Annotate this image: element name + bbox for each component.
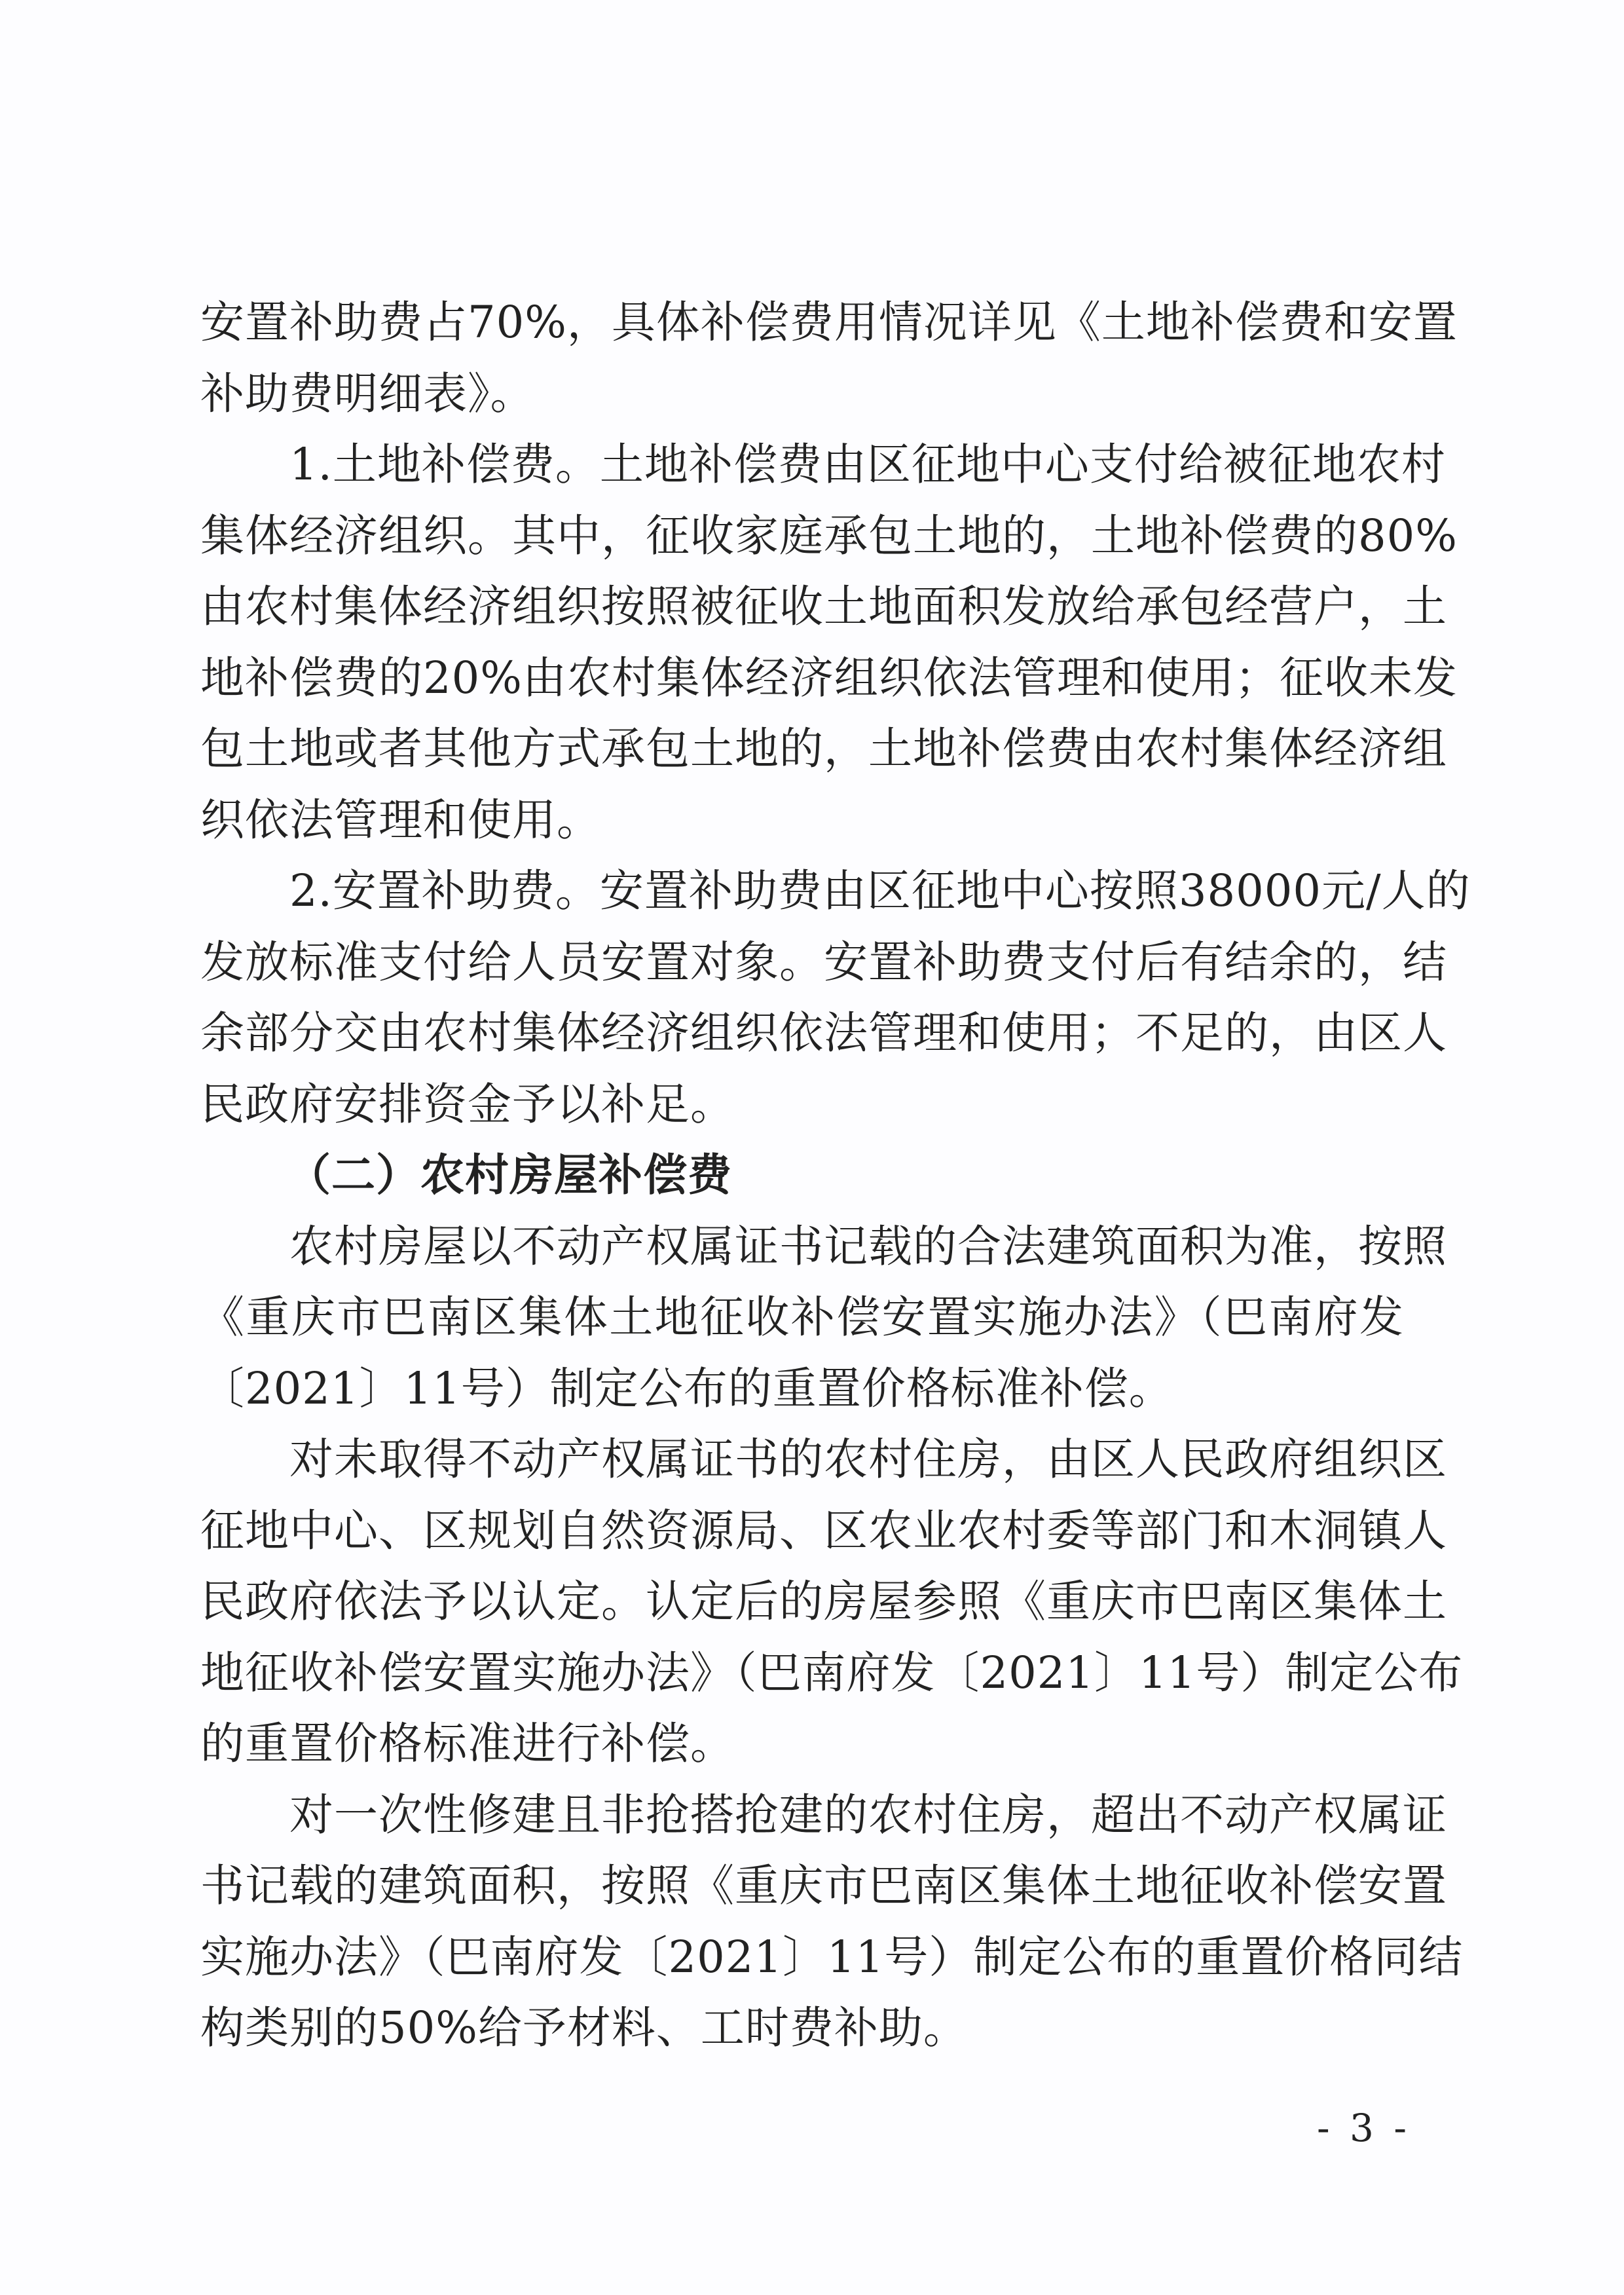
text-line: 地征收补偿安置实施办法》（巴南府发〔2021〕11号）制定公布 (200, 1647, 1464, 1698)
text-line: 发放标准支付给人员安置对象。安置补助费支付后有结余的，结 (200, 936, 1447, 988)
page-number: - 3 - (1317, 2106, 1411, 2150)
text-line: 集体经济组织。其中，征收家庭承包土地的，土地补偿费的80% (200, 510, 1458, 561)
text-line: 的重置价格标准进行补偿。 (200, 1718, 735, 1769)
text-line: 包土地或者其他方式承包土地的，土地补偿费由农村集体经济组 (200, 723, 1447, 774)
body-text (200, 287, 1471, 2064)
text-line: 织依法管理和使用。 (200, 794, 601, 846)
text-line: 构类别的50%给予材料、工时费补助。 (200, 2002, 968, 2053)
text-line: 对一次性修建且非抢搭抢建的农村住房，超出不动产权属证 (200, 1789, 1447, 1840)
text-line: 由农村集体经济组织按照被征收土地面积发放给承包经营户，土 (200, 581, 1447, 632)
text-line: 余部分交由农村集体经济组织依法管理和使用；不足的，由区人 (200, 1007, 1447, 1058)
text-line: 对未取得不动产权属证书的农村住房，由区人民政府组织区 (200, 1434, 1447, 1485)
text-line: 地补偿费的20%由农村集体经济组织依法管理和使用；征收未发 (200, 652, 1458, 703)
text-line: 〔2021〕11号）制定公布的重置价格标准补偿。 (200, 1362, 1173, 1414)
text-line: 安置补助费占70%，具体补偿费用情况详见《土地补偿费和安置 (200, 297, 1458, 348)
text-line: 补助费明细表》。 (200, 367, 535, 419)
text-line: 征地中心、区规划自然资源局、区农业农村委等部门和木洞镇人 (200, 1504, 1447, 1556)
text-line: 2.安置补助费。安置补助费由区征地中心按照38000元/人的 (200, 865, 1471, 916)
text-line: 民政府依法予以认定。认定后的房屋参照《重庆市巴南区集体土 (200, 1576, 1447, 1627)
text-line: 1.土地补偿费。土地补偿费由区征地中心支付给被征地农村 (200, 439, 1446, 490)
text-line: 《重庆市巴南区集体土地征收补偿安置实施办法》（巴南府发 (200, 1292, 1404, 1343)
text-line: 民政府安排资金予以补足。 (200, 1078, 735, 1130)
text-line: 实施办法》（巴南府发〔2021〕11号）制定公布的重置价格同结 (200, 1931, 1464, 1983)
section-heading: （二）农村房屋补偿费 (287, 1149, 732, 1201)
text-line: 书记载的建筑面积，按照《重庆市巴南区集体土地征收补偿安置 (200, 1860, 1447, 1911)
text-line: 农村房屋以不动产权属证书记载的合法建筑面积为准，按照 (200, 1220, 1447, 1272)
